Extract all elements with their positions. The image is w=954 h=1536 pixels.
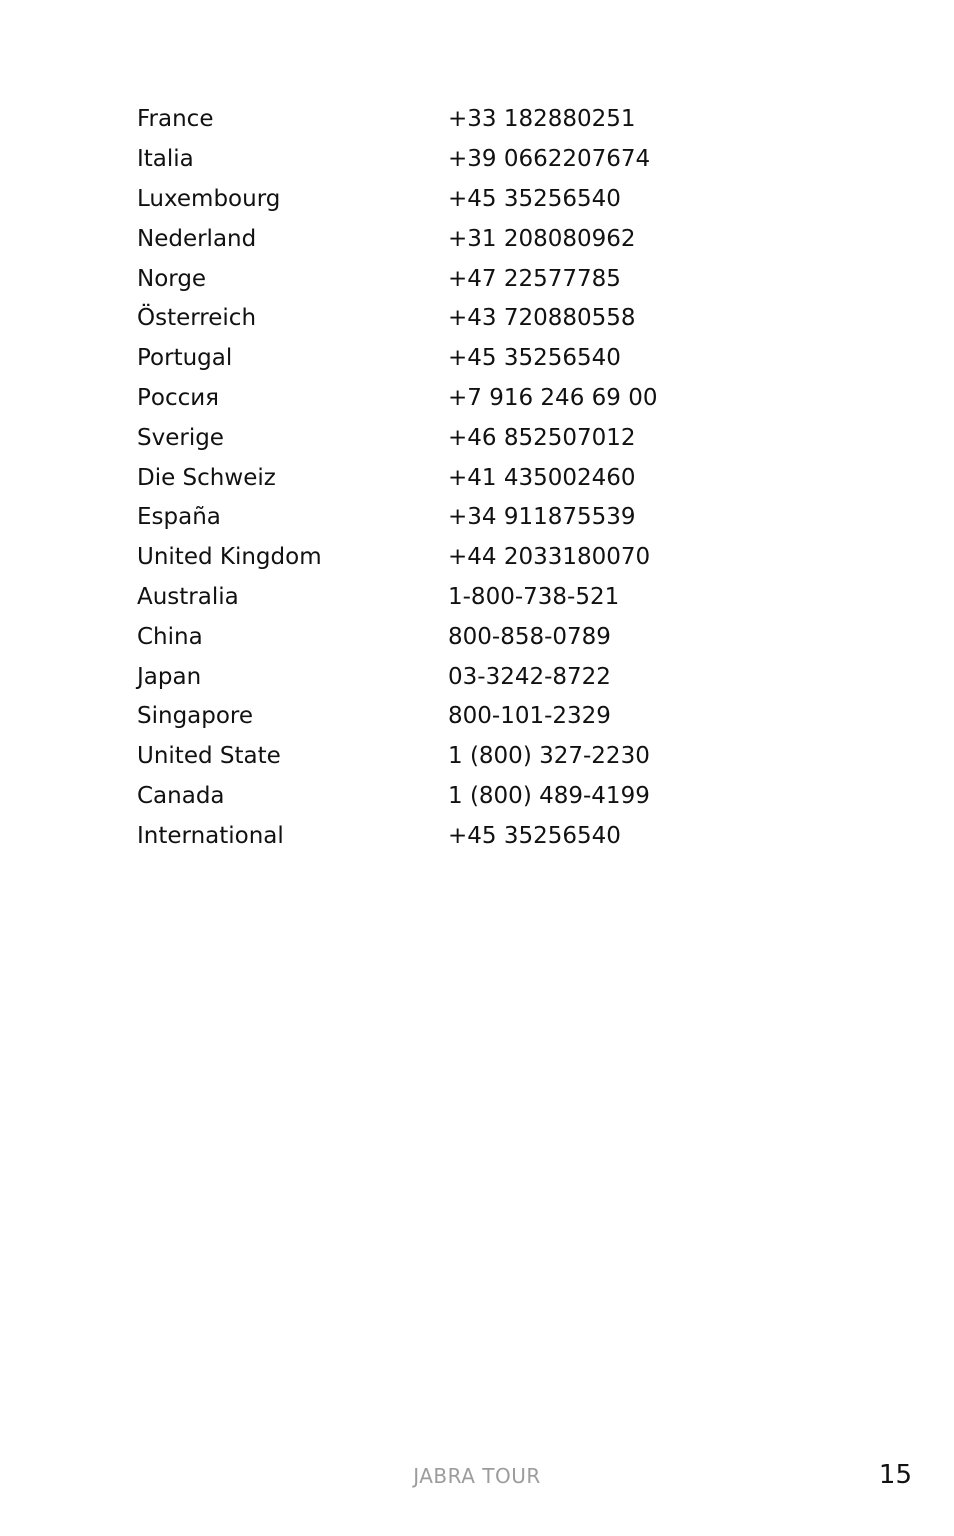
- contact-row: [137, 219, 737, 259]
- phone-number: +45 35256540: [448, 345, 621, 372]
- country-name: Japan: [137, 663, 202, 690]
- country-name: Australia: [137, 583, 239, 610]
- country-name: Luxembourg: [137, 185, 281, 212]
- phone-number: 800-858-0789: [448, 623, 611, 650]
- country-name: Россия: [137, 384, 220, 411]
- contact-row: [137, 617, 737, 657]
- phone-number: +46 852507012: [448, 424, 636, 451]
- country-name: France: [137, 106, 214, 133]
- phone-number: +43 720880558: [448, 305, 636, 332]
- country-name: International: [137, 822, 284, 849]
- contact-row: [137, 578, 737, 618]
- contact-row: [137, 816, 737, 856]
- phone-number: 03-3242-8722: [448, 663, 611, 690]
- phone-number: 800-101-2329: [448, 703, 611, 730]
- phone-number: +45 35256540: [448, 185, 621, 212]
- phone-number: 1 (800) 489-4199: [448, 782, 650, 809]
- country-name: Die Schweiz: [137, 464, 276, 491]
- contact-row: [137, 498, 737, 538]
- country-name: Portugal: [137, 345, 233, 372]
- contact-row: [137, 339, 737, 379]
- contact-table: [137, 100, 737, 856]
- phone-number: +47 22577785: [448, 265, 621, 292]
- country-name: United State: [137, 743, 281, 770]
- phone-number: +31 208080962: [448, 225, 636, 252]
- country-name: Nederland: [137, 225, 257, 252]
- phone-number: +44 2033180070: [448, 544, 651, 571]
- phone-number: 1-800-738-521: [448, 583, 620, 610]
- country-name: United Kingdom: [137, 544, 322, 571]
- contact-row: [137, 657, 737, 697]
- contact-row: [137, 697, 737, 737]
- contact-row: [137, 458, 737, 498]
- phone-number: 1 (800) 327-2230: [448, 743, 650, 770]
- page-number: 15: [878, 1460, 912, 1490]
- phone-number: +39 0662207674: [448, 146, 651, 173]
- contact-row: [137, 299, 737, 339]
- contact-row: [137, 538, 737, 578]
- country-name: China: [137, 623, 203, 650]
- country-name: Singapore: [137, 703, 254, 730]
- contact-row: [137, 259, 737, 299]
- country-name: Sverige: [137, 424, 224, 451]
- country-name: Canada: [137, 782, 225, 809]
- phone-number: +45 35256540: [448, 822, 621, 849]
- country-name: Italia: [137, 146, 194, 173]
- phone-number: +41 435002460: [448, 464, 636, 491]
- contact-row: [137, 140, 737, 180]
- footer-product-title: JABRA TOUR: [413, 1464, 541, 1488]
- contact-row: [137, 100, 737, 140]
- contact-row: [137, 418, 737, 458]
- phone-number: +34 911875539: [448, 504, 636, 531]
- phone-number: +7 916 246 69 00: [448, 384, 658, 411]
- country-name: España: [137, 504, 221, 531]
- country-name: Österreich: [137, 305, 257, 332]
- country-name: Norge: [137, 265, 207, 292]
- contact-row: [137, 379, 737, 419]
- contact-row: [137, 777, 737, 817]
- phone-number: +33 182880251: [448, 106, 636, 133]
- contact-row: [137, 737, 737, 777]
- contact-row: [137, 180, 737, 220]
